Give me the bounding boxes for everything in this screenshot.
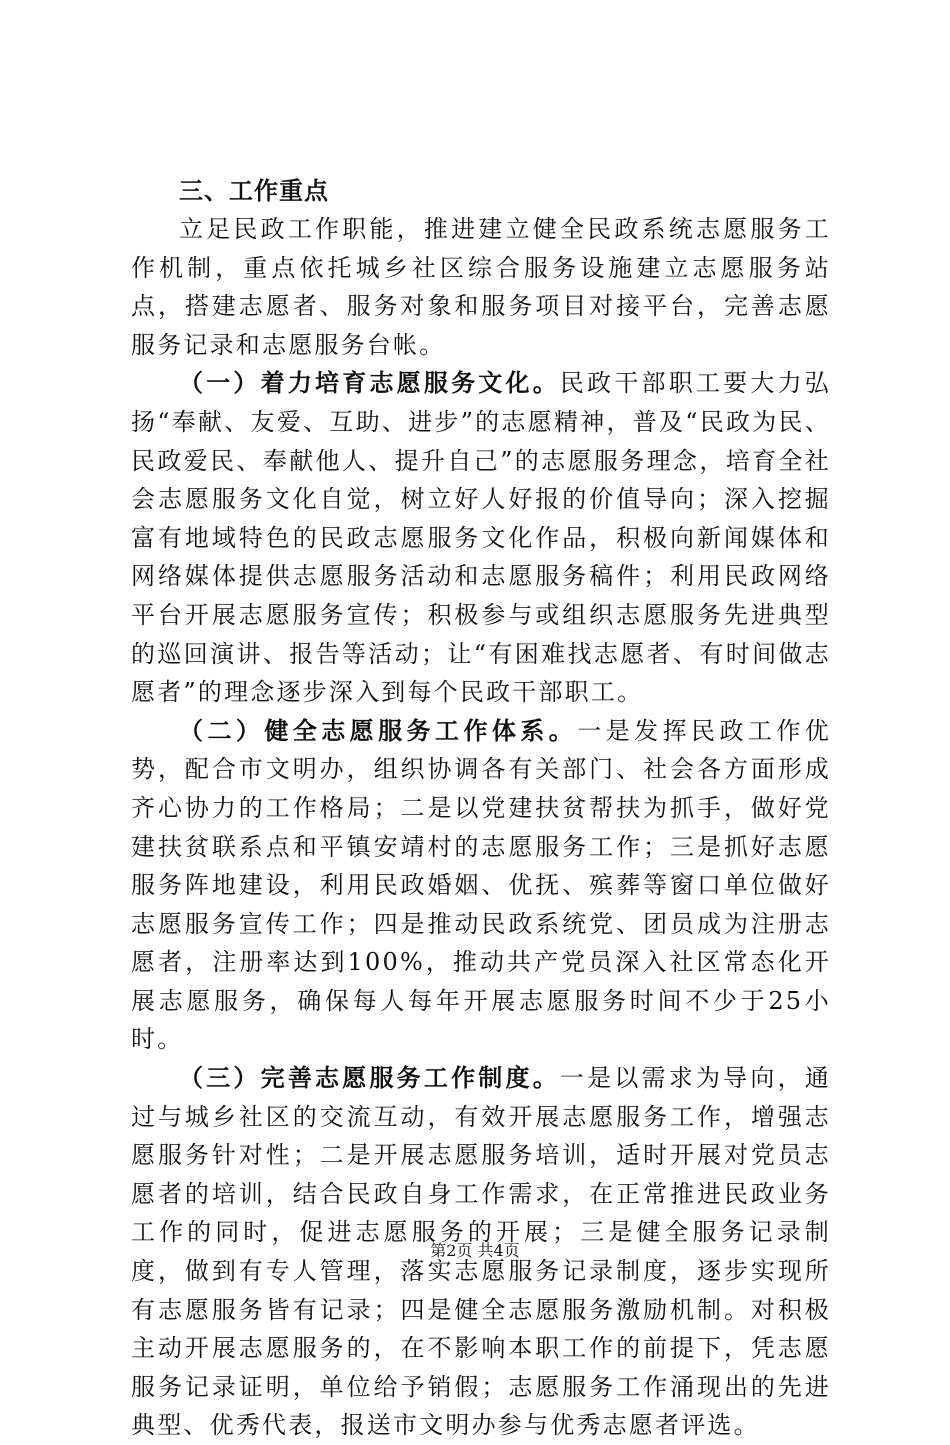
item-body-1: 民政干部职工要大力弘扬“奉献、友爱、互助、进步”的志愿精神，普及“民政为民、民政爱民、奉献他人、提升自己”的志愿服务理念，培育全社会志愿服务文化自觉，树立好人好报的价值导向；深入挖掘富有地域特色的民政志愿服务文化作品，积极向新闻媒体和网络媒体提供志愿服务活动和志愿服务稿件；利用民政网络平台开展志愿服务宣传；积极参与或组织志愿服务先进典型的巡回演讲、报告等活动；让“有困难找志愿者、有时间做志愿者”的理念逐步深入到每个民政干部职工。 bbox=[131, 369, 831, 707]
item-paragraph-1 bbox=[131, 364, 831, 711]
item-title-1: （一）着力培育志愿服务文化。 bbox=[179, 368, 560, 398]
item-body-3: 一是以需求为导向，通过与城乡社区的交流互动，有效开展志愿服务工作，增强志愿服务针对性；二是开展志愿服务培训，适时开展对党员志愿者的培训，结合民政自身工作需求，在正常推进民政业务工作的同时，促进志愿服务的开展；三是健全服务记录制度，做到有专人管理，落实志愿服务记录制度，逐步实现所有志愿服务皆有记录；四是健全志愿服务激励机制。对积极主动开展志愿服务的，在不影响本职工作的前提下，凭志愿服务记录证明，单位给予销假；志愿服务工作涌现出的先进典型、优秀代表，报送市文明办参与优秀志愿者评选。 bbox=[131, 1064, 831, 1440]
item-body-2: 一是发挥民政工作优势，配合市文明办，组织协调各有关部门、社会各方面形成齐心协力的工作格局；二是以党建扶贫帮扶为抓手，做好党建扶贫联系点和平镇安靖村的志愿服务工作；三是抓好志愿服务阵地建设，利用民政婚姻、优抚、殡葬等窗口单位做好志愿服务宣传工作；四是推动民政系统党、团员成为注册志愿者，注册率达到100%，推动共产党员深入社区常态化开展志愿服务，确保每人每年开展志愿服务时间不少于25小时。 bbox=[131, 716, 831, 1054]
item-title-2: （二）健全志愿服务工作体系。 bbox=[179, 715, 578, 745]
intro-paragraph: 立足民政工作职能，推进建立健全民政系统志愿服务工作机制，重点依托城乡社区综合服务设施建立志愿服务站点，搭建志愿者、服务对象和服务项目对接平台，完善志愿服务记录和志愿服务台帐。 bbox=[131, 215, 831, 359]
section-heading: 三、工作重点 bbox=[179, 176, 329, 205]
item-paragraph-2 bbox=[131, 712, 831, 1059]
item-title-3: （三）完善志愿服务工作制度。 bbox=[179, 1063, 560, 1093]
page-footer: 第2页 共4页 bbox=[430, 1241, 520, 1260]
